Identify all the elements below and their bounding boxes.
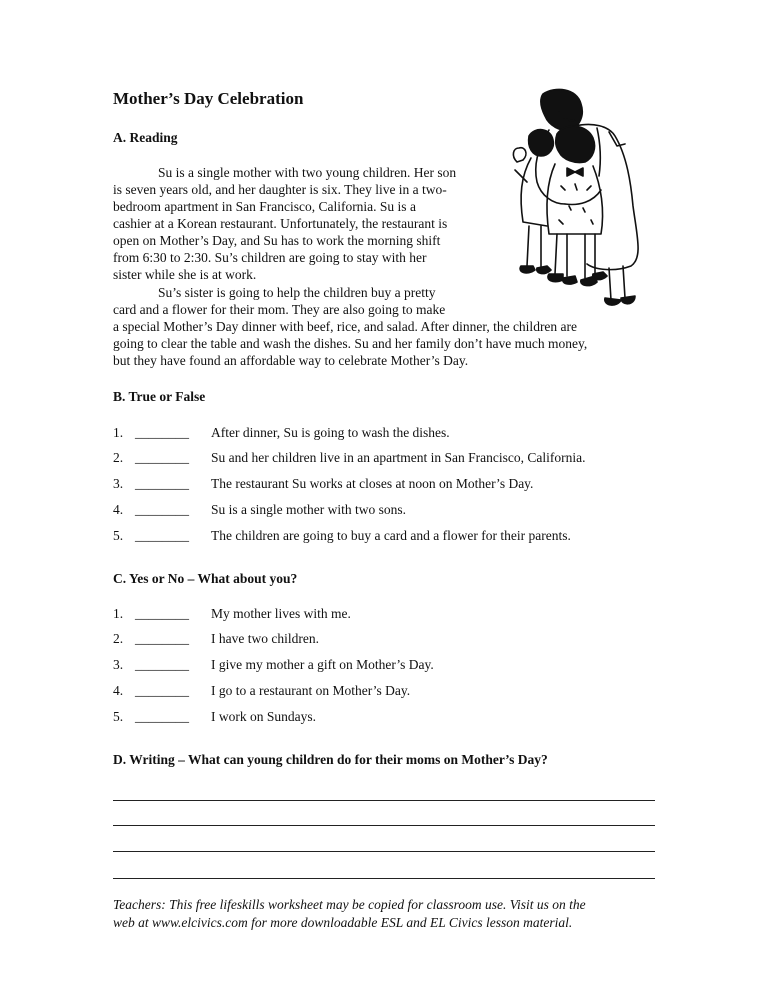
item-text: Su and her children live in an apartment in San Francisco, California. (211, 450, 586, 465)
writing-line[interactable] (113, 825, 655, 826)
item-number: 4. (113, 683, 124, 698)
item-text: The children are going to buy a card and a flower for their parents. (211, 528, 571, 543)
item-text: After dinner, Su is going to wash the dishes. (211, 425, 450, 440)
item-text: I have two children. (211, 631, 319, 646)
passage-line: Su’s sister is going to help the children buy a pretty (158, 285, 436, 300)
item-text: My mother lives with me. (211, 606, 351, 621)
item-text: I give my mother a gift on Mother’s Day. (211, 657, 434, 672)
item-number: 2. (113, 631, 124, 646)
item-text: I go to a restaurant on Mother’s Day. (211, 683, 411, 698)
item-number: 3. (113, 657, 124, 672)
writing-line[interactable] (113, 878, 655, 879)
item-number: 5. (113, 528, 124, 543)
section-d-heading: D. Writing – What can young children do for their moms on Mother’s Day? (113, 752, 548, 767)
answer-blank[interactable]: ________ (135, 502, 189, 517)
passage-line: card and a flower for their mom. They are also going to make (113, 302, 446, 317)
item-number: 1. (113, 606, 124, 621)
section-a-heading: A. Reading (113, 130, 178, 145)
passage-line: from 6:30 to 2:30. Su’s children are going to stay with her (113, 250, 427, 265)
passage-line: going to clear the table and wash the dishes. Su and her family don’t have much money, (113, 336, 588, 351)
answer-blank[interactable]: ________ (135, 425, 189, 440)
passage-line: bedroom apartment in San Francisco, California. Su is a (113, 199, 416, 214)
answer-blank[interactable]: ________ (135, 476, 189, 491)
item-number: 4. (113, 502, 124, 517)
answer-blank[interactable]: ________ (135, 709, 189, 724)
passage-line: Su is a single mother with two young children. Her son (158, 165, 457, 180)
answer-blank[interactable]: ________ (135, 683, 189, 698)
answer-blank[interactable]: ________ (135, 631, 189, 646)
writing-line[interactable] (113, 851, 655, 852)
section-c-heading: C. Yes or No – What about you? (113, 571, 298, 586)
passage-line: cashier at a Korean restaurant. Unfortunately, the restaurant is (113, 216, 448, 231)
item-number: 5. (113, 709, 124, 724)
footer-line: web at www.elcivics.com for more downloadable ESL and EL Civics lesson material. (113, 915, 573, 930)
item-number: 1. (113, 425, 124, 440)
answer-blank[interactable]: ________ (135, 657, 189, 672)
mother-children-illustration (505, 86, 665, 316)
writing-line[interactable] (113, 800, 655, 801)
section-b-heading: B. True or False (113, 389, 206, 404)
item-number: 2. (113, 450, 124, 465)
answer-blank[interactable]: ________ (135, 450, 189, 465)
item-number: 3. (113, 476, 124, 491)
footer-line: Teachers: This free lifeskills worksheet may be copied for classroom use. Visit us on the (113, 897, 586, 912)
answer-blank[interactable]: ________ (135, 528, 189, 543)
item-text: Su is a single mother with two sons. (211, 502, 406, 517)
passage-line: sister while she is at work. (113, 267, 257, 282)
page-title: Mother’s Day Celebration (113, 89, 304, 108)
item-text: The restaurant Su works at closes at noon on Mother’s Day. (211, 476, 534, 491)
answer-blank[interactable]: ________ (135, 606, 189, 621)
passage-line: open on Mother’s Day, and Su has to work the morning shift (113, 233, 441, 248)
item-text: I work on Sundays. (211, 709, 316, 724)
passage-line: is seven years old, and her daughter is six. They live in a two- (113, 182, 447, 197)
passage-line: a special Mother’s Day dinner with beef, rice, and salad. After dinner, the children are (113, 319, 578, 334)
passage-line: but they have found an affordable way to celebrate Mother’s Day. (113, 353, 469, 368)
